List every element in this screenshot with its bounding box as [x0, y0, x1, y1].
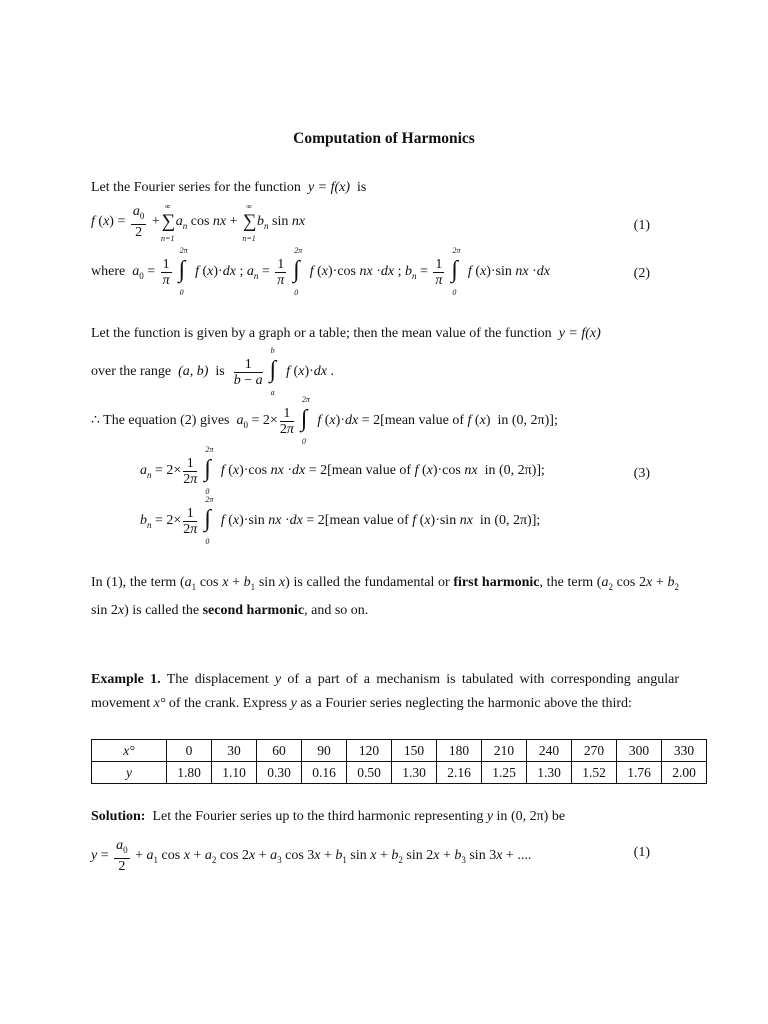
harmonic-p1: In (1), the term — [91, 575, 177, 590]
harmonics-paragraph: In (1), the term ($a_1$ $\cos x + b_1$ sin x) is called the fundamental or first harmonic, the term ($a_2$ $\cos 2x + b_2$ sin 2x) is called the second harmonic, and so on. — [91, 575, 679, 618]
table-row-x — [92, 740, 707, 762]
table-cell: 90 — [302, 740, 347, 762]
harmonic-p3: , the term — [539, 575, 594, 590]
table-cell: 0.30 — [257, 762, 302, 784]
equation-number-2: (2) — [633, 266, 650, 281]
intro-text: Let the Fourier series for the function — [91, 180, 301, 195]
harmonic-p4: is called the — [132, 602, 200, 618]
table-cell: 0.16 — [302, 762, 347, 784]
range-interval: (a, b) — [178, 364, 209, 380]
table-cell: 240 — [527, 740, 572, 762]
table-cell: 1.80 — [167, 762, 212, 784]
an-mean-line: $a_n = 2\times$ $\frac{1}{2\pi}$ 2π ∫ 0 f (x)·cos nx ·dx = 2[mean value of f (x)·cos nx in (0, 2π)]; — [140, 445, 545, 496]
example-text1: The displacement — [160, 672, 275, 687]
intro-line — [91, 180, 366, 196]
row-label-x: x° — [92, 740, 167, 762]
mean-value-text: Let the function is given by a graph or a table; then the mean value of the function — [91, 326, 552, 341]
mean-value-function: y = f(x) — [558, 326, 601, 341]
harmonic-p5: , and so on. — [304, 602, 369, 618]
first-harmonic-term: first harmonic — [453, 575, 540, 590]
example-text4: as a Fourier series neglecting the harmonic above the third: — [296, 696, 632, 711]
table-cell: 2.16 — [437, 762, 482, 784]
table-cell: 30 — [212, 740, 257, 762]
row-label-y: y — [92, 762, 167, 784]
an-end: ]; — [536, 463, 545, 479]
table-cell: 150 — [392, 740, 437, 762]
table-cell: 1.10 — [212, 762, 257, 784]
solution-var-y: y — [486, 809, 494, 824]
an-bracket: 2[mean value of — [320, 463, 412, 479]
solution-line — [91, 809, 565, 825]
a0-mean-line: ∴ The equation (2) gives $a_0 = 2\times$ $\frac{1}{2\pi}$ 2π ∫ 0 f (x)·dx = 2[mean value of f (x) in (0, 2π)]; — [91, 395, 558, 446]
page-title: Computation of Harmonics — [293, 130, 475, 147]
bn-end: ]; — [531, 513, 541, 529]
example-text2: of a part of a mechanism is tabulated with corresponding angular movement — [91, 672, 680, 711]
bn-mean-line: $b_n = 2\times$ $\frac{1}{2\pi}$ 2π ∫ 0 f (x)·sin nx ·dx = 2[mean value of f (x)·sin nx in (0, 2π)]; — [140, 495, 541, 546]
table-cell: 180 — [437, 740, 482, 762]
harmonic-p2: is called the fundamental or — [293, 575, 450, 590]
range-line: over the range (a, b) is $\frac{1}{b - a}$ b ∫ a f (x)·dx . — [91, 346, 334, 397]
range-is: is — [215, 364, 225, 380]
table-cell: 0.50 — [347, 762, 392, 784]
a0-end: ]; — [549, 413, 558, 429]
table-cell: 1.76 — [617, 762, 662, 784]
solution-be: be — [551, 809, 566, 824]
example-text3: of the crank. Express — [165, 696, 291, 711]
example-heading: Example 1. — [91, 672, 161, 687]
table-cell: 1.30 — [527, 762, 572, 784]
a0-bracket: 2[mean value of — [373, 413, 465, 429]
table-row-y — [92, 762, 707, 784]
equation-number-1: (1) — [633, 218, 650, 233]
a0-interval: (0, 2π) — [511, 413, 550, 429]
fourier-series-equation: f (x) = $\frac{a_0}{2}$ + ∞ ∑ n=1 $a_n$ cos nx + ∞ ∑ n=1 $b_n$ sin nx — [91, 201, 306, 243]
coefficient-formulas: where $a_0$ = $\frac{1}{\pi}$ 2π ∫ 0 f (x)·dx ; $a_n$ = $\frac{1}{\pi}$ 2π ∫ 0 f (x)·cos nx ·dx ; $b_n$ = $\frac{1}{\pi}$ 2π ∫ 0 f (x)·sin nx ·dx — [91, 246, 550, 297]
solution-text: Let the Fourier series up to the third harmonic representing — [152, 809, 484, 824]
example-var-y-2: y — [290, 696, 297, 711]
table-cell: 210 — [482, 740, 527, 762]
a0-prefix: ∴ The equation (2) gives — [91, 413, 230, 429]
intro-function: y = f(x) — [307, 180, 351, 195]
a0-in: in — [497, 413, 509, 429]
data-table — [91, 739, 707, 784]
table-cell: 270 — [572, 740, 617, 762]
table-cell: 0 — [167, 740, 212, 762]
bn-bracket: 2[mean value of — [317, 513, 409, 529]
an-in: in — [484, 463, 496, 479]
table-cell: 120 — [347, 740, 392, 762]
table-cell: 2.00 — [662, 762, 707, 784]
table-cell: 1.52 — [572, 762, 617, 784]
solution-interval: (0, 2π) — [510, 809, 549, 824]
table-cell: 330 — [662, 740, 707, 762]
table-cell: 1.25 — [482, 762, 527, 784]
mean-value-line — [91, 326, 601, 342]
intro-is: is — [357, 180, 367, 195]
bn-in: in — [479, 513, 491, 529]
example-paragraph — [91, 668, 679, 716]
second-harmonic-term: second harmonic — [202, 602, 305, 618]
solution-heading: Solution: — [91, 809, 146, 824]
table-cell: 60 — [257, 740, 302, 762]
range-text: over the range — [91, 364, 172, 380]
example-var-x: x° — [153, 696, 166, 711]
table-cell: 300 — [617, 740, 662, 762]
solution-equation-number: (1) — [633, 845, 650, 860]
an-interval: (0, 2π) — [498, 463, 537, 479]
table-cell: 1.30 — [392, 762, 437, 784]
equation-number-3: (3) — [633, 466, 650, 481]
where-label: where — [91, 264, 126, 280]
example-var-y: y — [274, 672, 282, 687]
solution-in: in — [496, 809, 508, 824]
solution-series-equation: y = $\frac{a_0}{2}$ + $a_1$ $\cos x + a_2$ $\cos 2x + a_3$ $\cos 3x + b_1$ $\sin x + b_2$ $\sin 2x + b_3$ sin 3x + .... — [91, 838, 532, 874]
bn-interval: (0, 2π) — [494, 513, 532, 529]
